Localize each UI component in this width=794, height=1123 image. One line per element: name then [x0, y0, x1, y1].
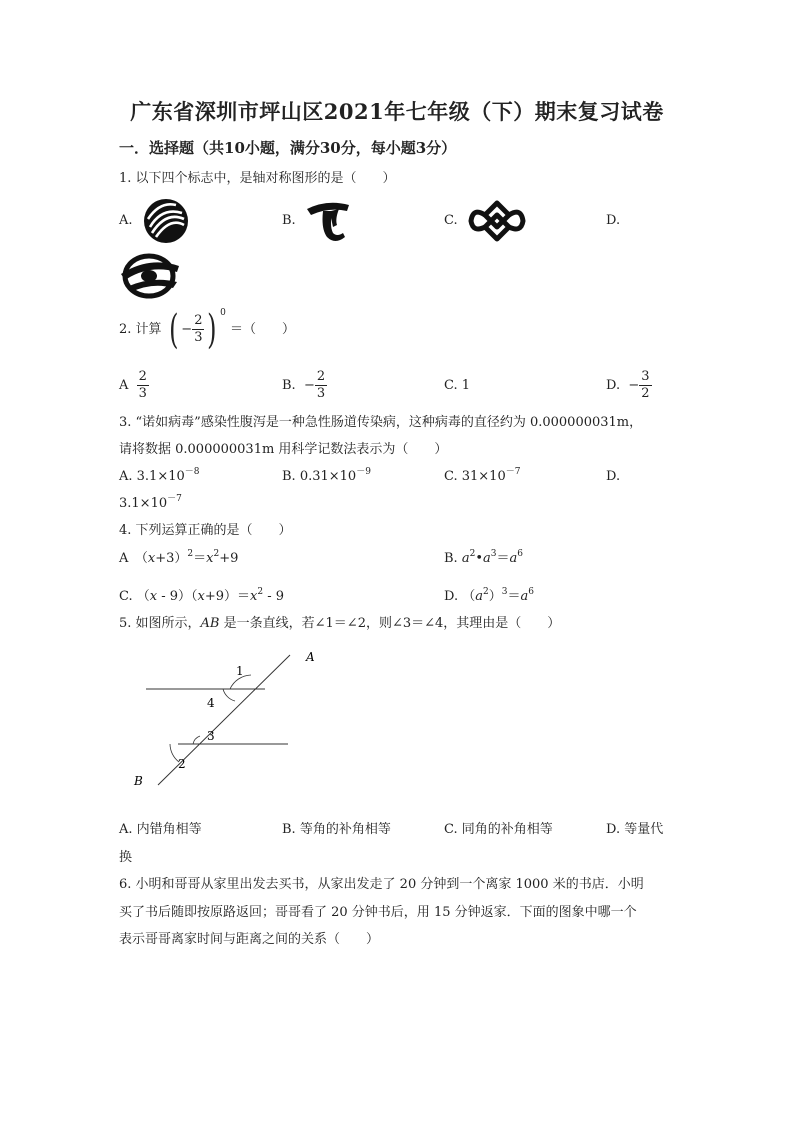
q4-c-mid1: - 9）（: [157, 589, 198, 604]
q6-line3: 表示哥哥离家时间与距离之间的关系（ ）: [119, 932, 380, 947]
q2-b-minus: −: [303, 378, 315, 393]
q2-option-d: [606, 368, 652, 404]
q3-c-exp: －7: [505, 467, 521, 477]
q5-stem-pre: 5. 如图所示，: [119, 616, 201, 631]
q6-line1: 6. 小明和哥哥从家里出发去买书，从家出发走了 20 分钟到一个离家 1000 米的书店．小明: [119, 877, 644, 892]
q3-b-exp: －9: [356, 467, 371, 477]
label-3: 3: [207, 729, 215, 743]
q2-d-den: 2: [641, 386, 650, 401]
q4-d-mid: ）: [488, 589, 502, 604]
q2-stem-prefix: 2. 计算: [119, 322, 162, 337]
q1-option-a-label: A.: [119, 213, 133, 228]
q6-line2: 买了书后随即按原路返回；哥哥看了 20 分钟书后，用 15 分钟返家．下面的图象中哪一个: [119, 905, 637, 920]
q4-c-x3: x: [250, 589, 258, 604]
section-heading: 一．选择题（共10小题，满分30分，每小题3分）: [119, 139, 457, 157]
page-title: 广东省深圳市坪山区2021年七年级（下）期末复习试卷: [130, 99, 664, 124]
q4-c-pre: C. （: [119, 589, 150, 604]
q4-a-pre: A （: [119, 551, 148, 566]
q4-b-pre: B.: [444, 551, 462, 566]
china-unicom-knot-icon: [467, 197, 527, 245]
q2-option-b: [282, 368, 327, 404]
q2-d-fraction: [639, 369, 651, 402]
q3-b-base: B. 0.31×10: [282, 469, 357, 484]
q3-c-base: C. 31×10: [444, 469, 506, 484]
q2-option-a: [119, 368, 149, 404]
q4-b-eq: ＝: [496, 551, 510, 566]
q5-stem-ab: AB: [200, 616, 220, 631]
q1-option-c-label: C.: [444, 213, 458, 228]
q4-a-end: +9: [219, 551, 239, 566]
q4-b-dot: •: [475, 551, 483, 566]
q3-option-d: [119, 494, 182, 514]
label-1: 1: [236, 664, 244, 678]
q4-c-x1: x: [149, 589, 158, 604]
q4-d-e2: 3: [501, 587, 508, 597]
q5-option-b: B. 等角的补角相等: [282, 822, 391, 837]
q1-option-b-label: B.: [282, 213, 296, 228]
q4-stem: 4. 下列运算正确的是（ ）: [119, 523, 292, 538]
angle-figure: [130, 645, 330, 795]
q1-stem: 1. 以下四个标志中，是轴对称图形的是（ ）: [119, 171, 396, 186]
q3-d-exp: －7: [167, 494, 182, 504]
q4-b-a3: a: [509, 551, 518, 566]
q3-option-c: [444, 467, 520, 487]
q4-b-a2: a: [483, 551, 491, 566]
q2-d-label: D.: [606, 378, 621, 393]
q4-d-e1: 2: [483, 587, 489, 597]
label-2: 2: [178, 757, 186, 771]
q4-d-e3: 6: [528, 587, 534, 597]
q4-a-mid: +3）: [155, 551, 188, 566]
q4-d-a1: a: [475, 589, 483, 604]
q5-option-a: A. 内错角相等: [119, 822, 202, 837]
q2-d-minus: −: [628, 378, 640, 393]
q3-d-base: 3.1×10: [119, 496, 168, 511]
q4-b-e3: 6: [517, 549, 524, 559]
label-b: B: [134, 774, 143, 788]
q3-option-d-label: D.: [606, 469, 621, 484]
q2-frac-num: 2: [194, 313, 203, 328]
q4-d-a2: a: [520, 589, 529, 604]
q2-a-den: 3: [138, 386, 147, 401]
q4-c-e: 2: [257, 587, 264, 597]
q2-b-fraction: [315, 369, 327, 402]
q2-a-fraction: [137, 369, 149, 402]
q3-a-base: A. 3.1×10: [119, 469, 185, 484]
q4-option-d: [444, 587, 534, 607]
swoosh-emblem-icon: [119, 252, 181, 300]
q4-a-x: x: [147, 551, 156, 566]
q4-d-pre: D. （: [444, 589, 476, 604]
q2-b-den: 3: [316, 386, 326, 401]
q2-stem-suffix: ＝（ ）: [229, 322, 295, 337]
left-paren-glyph: (: [168, 306, 179, 353]
q3-a-exp: －8: [184, 467, 200, 477]
right-paren-glyph: ): [207, 306, 217, 353]
q5-stem-post: 是一条直线，若∠1＝∠2，则∠3＝∠4，其理由是（ ）: [219, 616, 561, 631]
q4-b-a1: a: [461, 551, 470, 566]
q4-d-eq: ＝: [507, 589, 521, 604]
q2-b-label: B.: [282, 378, 296, 393]
q5-option-c: C. 同角的补角相等: [444, 822, 553, 837]
angle-3-arc: [193, 736, 200, 744]
q5-option-d: D. 等量代: [606, 822, 664, 837]
q2-frac-den: 3: [194, 330, 203, 345]
label-a: A: [306, 650, 315, 664]
q2-b-num: 2: [316, 369, 326, 384]
q2-d-num: 3: [641, 369, 650, 384]
q3-option-b: [282, 467, 371, 487]
q4-c-end: - 9: [263, 589, 285, 604]
q4-a-x2: x: [206, 551, 214, 566]
q2-exponent: 0: [220, 308, 226, 318]
q4-option-c: [119, 587, 284, 607]
q3-option-a: [119, 467, 200, 487]
q2-option-c: C. 1: [444, 378, 471, 393]
q2-fraction: [192, 313, 204, 346]
q4-option-a: [119, 549, 238, 569]
q2-stem: [119, 306, 295, 354]
q2-a-label: A: [119, 378, 129, 393]
q4-option-b: [444, 549, 523, 569]
q4-c-mid2: +9）＝: [204, 589, 251, 604]
q4-c-x2: x: [197, 589, 205, 604]
q4-b-e2: 3: [490, 549, 497, 559]
q2-a-num: 2: [138, 369, 147, 384]
q2-minus: −: [181, 322, 193, 337]
q5-stem: [119, 614, 560, 634]
q5-option-d-wrap: 换: [119, 850, 133, 865]
q4-a-e1: 2: [187, 549, 194, 559]
china-telecom-logo-icon: [303, 199, 353, 243]
q3-line2: 请将数据 0.000000031m 用科学记数法表示为（ ）: [119, 442, 448, 457]
q4-a-eq: ＝: [193, 551, 207, 566]
china-mobile-logo-icon: [142, 197, 190, 245]
q4-a-e2: 2: [213, 549, 220, 559]
q3-line1: 3. “诺如病毒”感染性腹泻是一种急性肠道传染病，这种病毒的直径约为 0.000000031m，: [119, 415, 643, 430]
label-4: 4: [207, 696, 215, 710]
angle-4-arc: [223, 689, 235, 701]
q4-b-e1: 2: [469, 549, 476, 559]
q1-option-d-label: D.: [606, 213, 621, 228]
